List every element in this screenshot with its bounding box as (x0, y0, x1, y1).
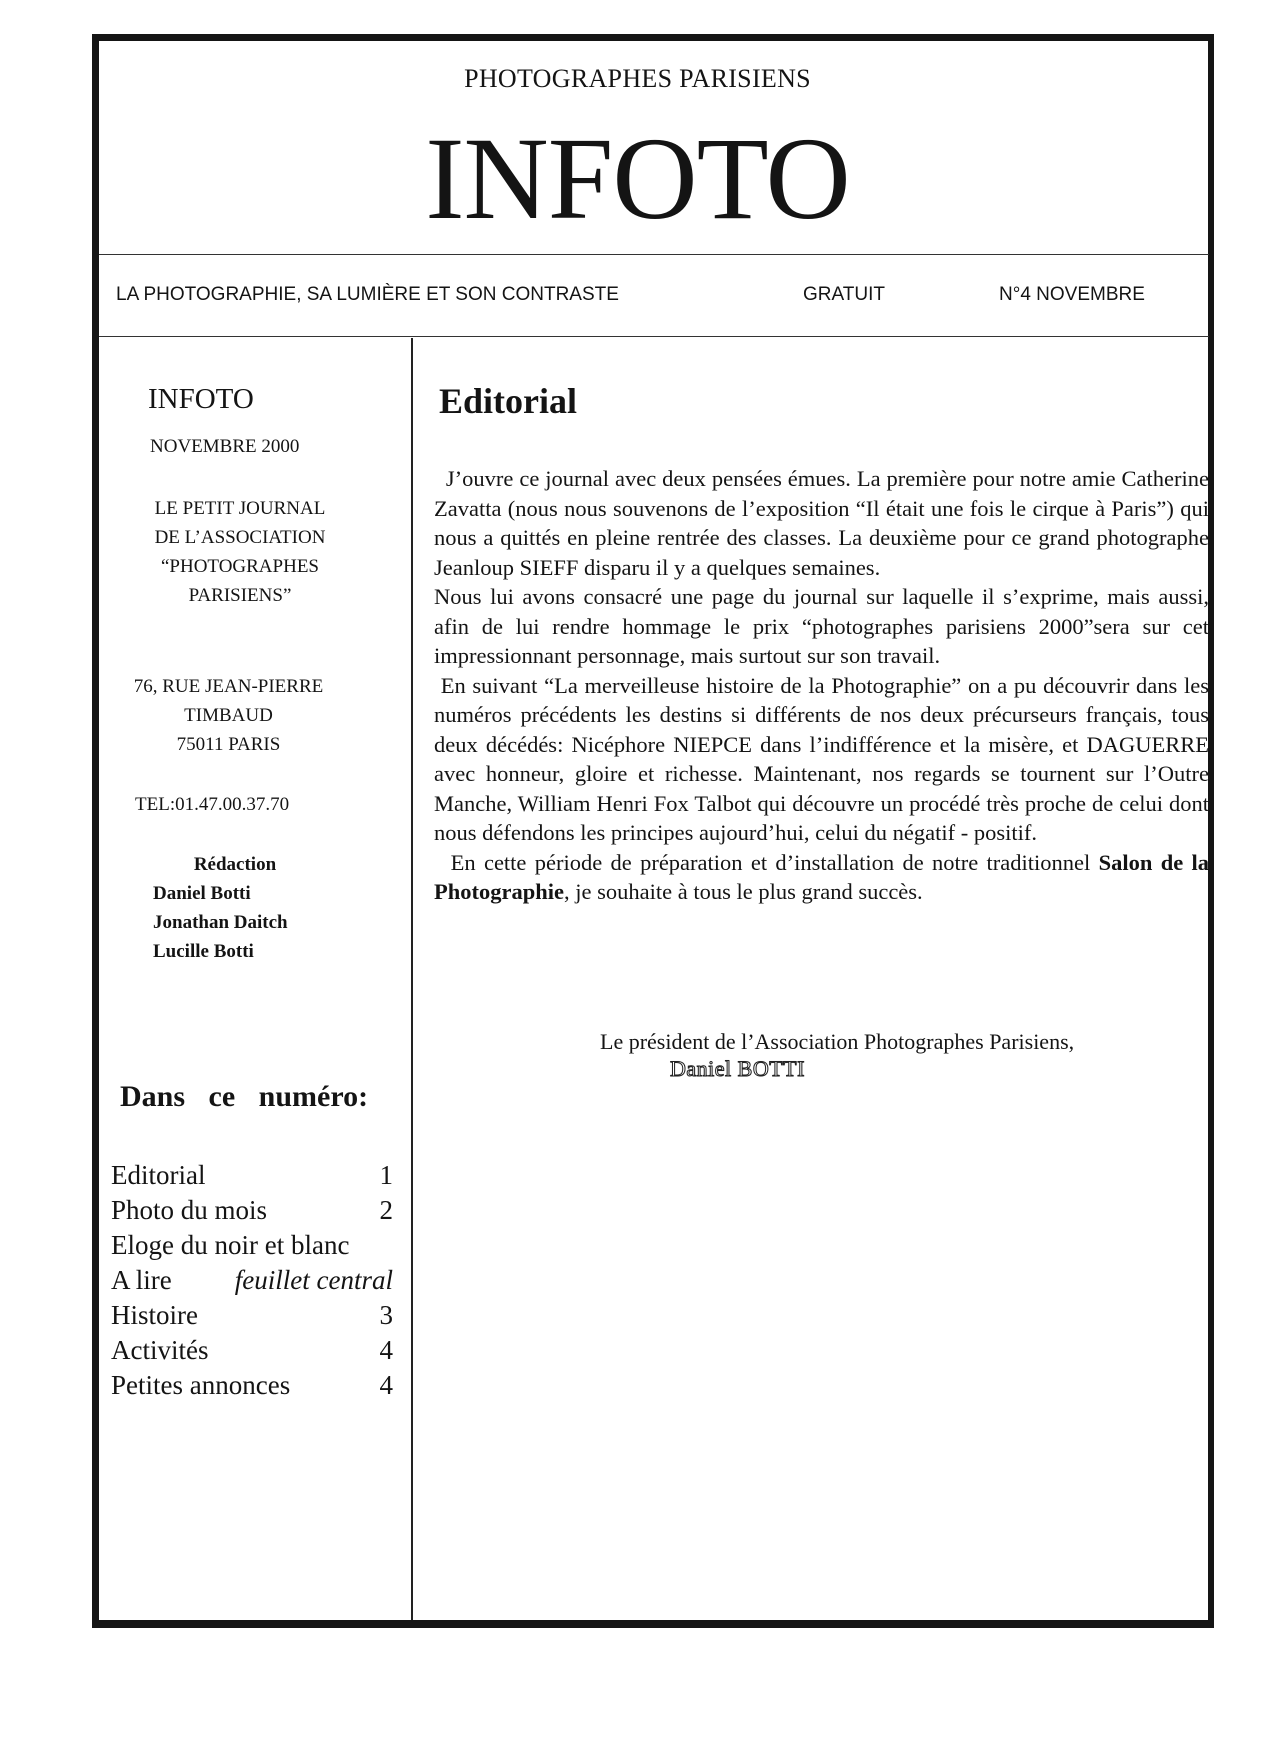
redaction-name: Daniel Botti (153, 883, 251, 904)
journal-line: LE PETIT JOURNAL (154, 498, 326, 519)
toc-item (111, 1368, 393, 1403)
editorial-title: Editorial (439, 381, 578, 421)
masthead-title: INFOTO (425, 113, 850, 244)
sidebar-date: NOVEMBRE 2000 (150, 436, 300, 457)
toc-item-label: Editorial (111, 1160, 206, 1190)
salon-emphasis: Salon de la Photographie (434, 849, 1210, 904)
masthead-divider-top (99, 254, 1209, 255)
toc-item (111, 1158, 393, 1193)
redaction-label: Rédaction (193, 854, 277, 875)
toc-item-label: A lire (111, 1265, 172, 1295)
signature-line: Le président de l’Association Photographes Parisiens, (600, 1029, 1075, 1054)
editorial-paragraph: En cette période de préparation et d’installation de notre traditionnel Salon de la Photographie, je souhaite à tous le plus grand succès. (434, 849, 1210, 904)
journal-line: DE L’ASSOCIATION (154, 527, 326, 548)
journal-line: PARISIENS” (188, 585, 292, 606)
masthead-price: GRATUIT (803, 284, 885, 305)
address-line: 76, RUE JEAN-PIERRE (133, 676, 324, 697)
toc-item (111, 1228, 393, 1263)
signature-name: Daniel BOTTI (670, 1056, 805, 1081)
masthead-supertitle: PHOTOGRAPHES PARISIENS (464, 64, 811, 93)
toc-item-label: Histoire (111, 1300, 198, 1330)
toc-item-page: 1 (379, 1160, 393, 1190)
address-line: TIMBAUD (184, 705, 273, 726)
redaction-name: Lucille Botti (153, 941, 254, 962)
editorial-paragraph: Nous lui avons consacré une page du journal sur laquelle il s’exprime, mais aussi, afin de lui rendre hommage le prix “photographes parisiens 2000”sera sur cet impressionnant personnage, mais surtout sur son travail. (434, 584, 1209, 668)
editorial-body (434, 464, 1209, 907)
editorial-paragraph: En suivant “La merveilleuse histoire de la Photographie” on a pu découvrir dans les numéros précédents les destins si différents de nos deux précurseurs français, tous deux décédés: Nicéphore NIEPCE dans l’indifférence et la misère, et DAGUERRE avec honneur, gloire et richesse. Maintenant, nos regards se tournent sur l’Outre Manche, William Henri Fox Talbot qui découvre un procédé très proche de celui dont nous défendons les principes aujourd’hui, celui du négatif - positif. (434, 672, 1209, 845)
sidebar-journal-description (135, 494, 345, 610)
table-of-contents (111, 1158, 393, 1403)
toc-item (111, 1193, 393, 1228)
toc-item-page: 4 (379, 1370, 393, 1400)
address-line: 75011 PARIS (176, 734, 281, 755)
toc-item-label: Petites annonces (111, 1370, 291, 1400)
toc-item-label: Photo du mois (111, 1195, 268, 1225)
editorial-paragraph: J’ouvre ce journal avec deux pensées émues. La première pour notre amie Catherine Zavatta (nous nous souvenons de l’exposition “Il était une fois le cirque à Paris”) qui nous a quittés en pleine rentrée des classes. La deuxième pour ce grand photographe Jeanloup SIEFF disparu il y a quelques semaines. (434, 466, 1209, 580)
sidebar-name: INFOTO (148, 383, 254, 415)
sidebar-address (116, 672, 341, 759)
toc-item-label: Eloge du noir et blanc (111, 1230, 350, 1260)
redaction-name: Jonathan Daitch (153, 912, 288, 933)
toc-item-page: feuillet central (234, 1265, 393, 1295)
sidebar-redaction (150, 850, 320, 966)
toc-item-label: Activités (111, 1335, 209, 1365)
masthead-tagline: LA PHOTOGRAPHIE, SA LUMIÈRE ET SON CONTRASTE (116, 284, 619, 305)
toc-item (111, 1263, 393, 1298)
masthead-divider-bottom (99, 336, 1209, 337)
column-divider (411, 338, 413, 1620)
toc-item-page: 2 (379, 1195, 393, 1225)
toc-item-page: 4 (379, 1335, 393, 1365)
masthead-issue: N°4 NOVEMBRE (999, 284, 1145, 305)
toc-title: Dans ce numéro: (120, 1080, 369, 1113)
toc-item (111, 1298, 393, 1333)
journal-line: “PHOTOGRAPHES (160, 556, 319, 577)
toc-item (111, 1333, 393, 1368)
sidebar-telephone: TEL:01.47.00.37.70 (135, 794, 290, 815)
toc-item-page: 3 (379, 1300, 393, 1330)
